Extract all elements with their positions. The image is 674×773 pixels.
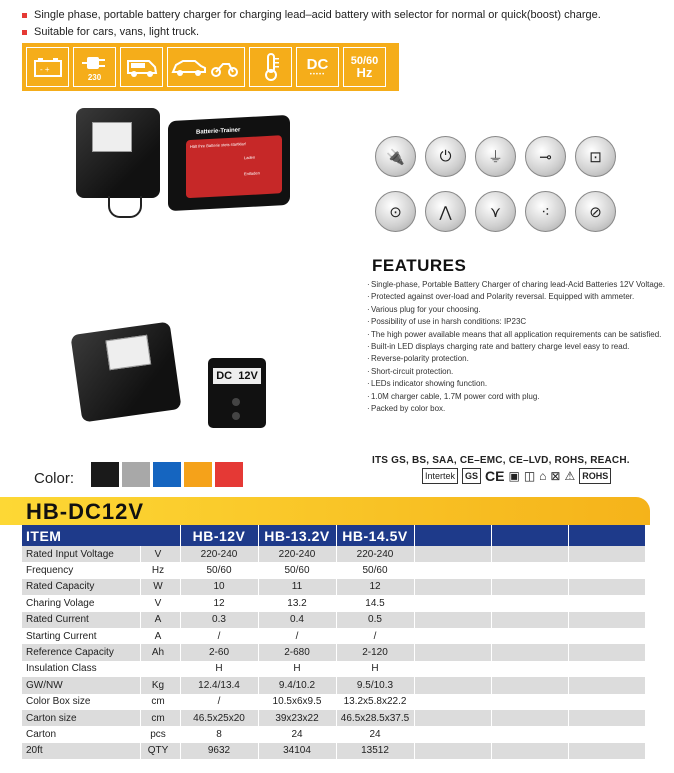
- feature-icon-strip: [22, 43, 399, 91]
- spec-value-cell: /: [180, 628, 258, 644]
- header-item: ITEM: [22, 525, 180, 546]
- spec-value-cell: 46.5x25x20: [180, 710, 258, 726]
- feature-item: · Reverse-polarity protection.: [367, 353, 667, 365]
- spec-blank-cell: [568, 694, 645, 710]
- spec-blank-cell: [414, 743, 491, 759]
- feature-item: · The high power available means that all application requirements can be satisfied.: [367, 329, 667, 341]
- trainer-entladen-label: Entladen: [244, 170, 260, 177]
- spec-blank-cell: [414, 710, 491, 726]
- spec-blank-cell: [491, 628, 568, 644]
- plug-voltage-icon: [73, 47, 116, 87]
- spec-name-cell: Rated Input Voltage: [22, 546, 140, 562]
- color-swatches: [91, 462, 243, 487]
- spec-blank-cell: [491, 677, 568, 693]
- spec-name-cell: Rated Current: [22, 612, 140, 628]
- spec-value-cell: 9632: [180, 743, 258, 759]
- adapter-cable: [108, 196, 142, 218]
- au-plug-icon: ⋀: [425, 191, 466, 232]
- cn-plug-icon: ⋎: [475, 191, 516, 232]
- clamp-plug-icon: 🔌: [375, 136, 416, 177]
- feature-item: · 1.0M charger cable, 1.7M power cord with plug.: [367, 391, 667, 403]
- feature-item: · Short-circuit protection.: [367, 366, 667, 378]
- spec-value-cell: 9.5/10.3: [336, 677, 414, 693]
- spec-value-cell: 10.5x6x9.5: [258, 694, 336, 710]
- spec-value-cell: 14.5: [336, 595, 414, 611]
- spec-value-cell: 0.3: [180, 612, 258, 628]
- model-title-bar: [0, 497, 650, 525]
- spec-blank-cell: [414, 612, 491, 628]
- car-motorbike-icon: [167, 47, 245, 87]
- color-swatch-blue: [153, 462, 181, 487]
- warning-mark-icon: ⚠: [564, 469, 576, 483]
- emc-mark-icon: ▣: [508, 469, 520, 483]
- hz-bottom: 60: [366, 55, 379, 67]
- spec-name-cell: Frequency: [22, 562, 140, 578]
- spec-blank-cell: [491, 595, 568, 611]
- uk-plug-icon: ⊡: [575, 136, 616, 177]
- spec-blank-cell: [568, 612, 645, 628]
- adapter-label: [92, 122, 132, 152]
- table-row: [22, 644, 645, 660]
- spec-value-cell: 13.2x5.8x22.2: [336, 694, 414, 710]
- schuko-plug-icon: ⊙: [375, 191, 416, 232]
- spec-blank-cell: [491, 579, 568, 595]
- header-model: HB-12V: [180, 525, 258, 546]
- spec-blank-cell: [414, 726, 491, 742]
- spec-table-header: [22, 525, 645, 546]
- spec-blank-cell: [568, 546, 645, 562]
- spec-value-cell: 9.4/10.2: [258, 677, 336, 693]
- table-row: [22, 710, 645, 726]
- spec-blank-cell: [568, 743, 645, 759]
- feature-item: · Possibility of use in harsh conditions: IP23C: [367, 316, 667, 328]
- spec-value-cell: 39x23x22: [258, 710, 336, 726]
- spec-value-cell: 220-240: [336, 546, 414, 562]
- plug-options-grid: [375, 136, 655, 232]
- bullet-row: [22, 24, 601, 41]
- adapter-label: [105, 335, 151, 371]
- spec-value-cell: 13.2: [258, 595, 336, 611]
- spec-value-cell: 10: [180, 579, 258, 595]
- spec-blank-cell: [491, 612, 568, 628]
- color-swatch-gray: [122, 462, 150, 487]
- dc-label: DC: [306, 55, 329, 73]
- spec-blank-cell: [568, 579, 645, 595]
- svg-text:- +: - +: [39, 65, 50, 74]
- spec-name-cell: Color Box size: [22, 694, 140, 710]
- spec-value-cell: /: [258, 628, 336, 644]
- spec-blank-cell: [491, 726, 568, 742]
- spec-blank-cell: [491, 743, 568, 759]
- bullet-square-icon: [22, 30, 27, 35]
- spec-value-cell: 0.5: [336, 612, 414, 628]
- spec-blank-cell: [414, 694, 491, 710]
- spec-name-cell: 20ft: [22, 743, 140, 759]
- spec-value-cell: 2-120: [336, 644, 414, 660]
- spec-blank-cell: [568, 726, 645, 742]
- header-blank: [491, 525, 568, 546]
- spec-blank-cell: [568, 628, 645, 644]
- spec-value-cell: 8: [180, 726, 258, 742]
- model-name: HB-DC12V: [26, 499, 145, 524]
- spec-blank-cell: [414, 595, 491, 611]
- spec-value-cell: 12.4/13.4: [180, 677, 258, 693]
- eu-flat-plug-icon: ⊘: [575, 191, 616, 232]
- spec-value-cell: 220-240: [258, 546, 336, 562]
- battery-icon: [26, 47, 69, 87]
- spec-blank-cell: [568, 661, 645, 677]
- spec-unit-cell: W: [140, 579, 180, 595]
- spec-blank-cell: [491, 562, 568, 578]
- spec-blank-cell: [414, 579, 491, 595]
- spec-blank-cell: [568, 562, 645, 578]
- spec-blank-cell: [414, 661, 491, 677]
- spec-value-cell: H: [258, 661, 336, 677]
- spec-value-cell: H: [180, 661, 258, 677]
- header-blank: [414, 525, 491, 546]
- spec-unit-cell: Kg: [140, 677, 180, 693]
- dc12v-label: DC 12V: [213, 368, 261, 384]
- us-plug-icon: ⏚: [475, 136, 516, 177]
- spec-name-cell: Reference Capacity: [22, 644, 140, 660]
- led-indicator-icon: [232, 398, 240, 406]
- spec-value-cell: 2-680: [258, 644, 336, 660]
- color-swatch-orange: [184, 462, 212, 487]
- spec-blank-cell: [414, 562, 491, 578]
- table-row: [22, 694, 645, 710]
- wall-adapter-image: [76, 108, 160, 198]
- spec-value-cell: 12: [336, 579, 414, 595]
- spec-value-cell: 50/60: [180, 562, 258, 578]
- spec-blank-cell: [491, 546, 568, 562]
- spec-value-cell: 50/60: [336, 562, 414, 578]
- features-list: [367, 279, 667, 415]
- spec-name-cell: Rated Capacity: [22, 579, 140, 595]
- certification-marks: [422, 468, 611, 484]
- table-row: [22, 562, 645, 578]
- spec-unit-cell: Hz: [140, 562, 180, 578]
- feature-item: · Protected against over-load and Polarity reversal. Equipped with ammeter.: [367, 291, 667, 303]
- intro-bullets: [22, 7, 601, 41]
- bin-mark-icon: ⊠: [550, 469, 561, 483]
- spec-value-cell: 46.5x28.5x37.5: [336, 710, 414, 726]
- spec-unit-cell: V: [140, 546, 180, 562]
- spec-value-cell: 50/60: [258, 562, 336, 578]
- spec-unit-cell: A: [140, 612, 180, 628]
- dc12v-charger-image: [208, 358, 266, 428]
- rohs-mark: ROHS: [579, 468, 611, 484]
- hz-top: 50: [350, 55, 363, 67]
- table-row: [22, 677, 645, 693]
- spec-unit-cell: A: [140, 628, 180, 644]
- spec-unit-cell: pcs: [140, 726, 180, 742]
- lvd-mark-icon: ◫: [523, 469, 536, 483]
- feature-item: · Single-phase, Portable Battery Charger of charing lead-Acid Batteries 12V Voltage.: [367, 279, 667, 291]
- spec-unit-cell: Ah: [140, 644, 180, 660]
- feature-item: · LEDs indicator showing function.: [367, 378, 667, 390]
- spec-unit-cell: cm: [140, 710, 180, 726]
- spec-blank-cell: [491, 694, 568, 710]
- color-label: Color:: [34, 470, 75, 487]
- certifications-title: ITS GS, BS, SAA, CE–EMC, CE–LVD, ROHS, REACH.: [372, 455, 630, 466]
- spec-unit-cell: V: [140, 595, 180, 611]
- table-row: [22, 612, 645, 628]
- voltage-label: 230: [87, 72, 102, 82]
- spec-value-cell: 24: [336, 726, 414, 742]
- spec-blank-cell: [491, 661, 568, 677]
- spec-name-cell: Carton: [22, 726, 140, 742]
- color-swatch-red: [215, 462, 243, 487]
- spec-blank-cell: [568, 677, 645, 693]
- spec-unit-cell: QTY: [140, 743, 180, 759]
- header-model: HB-13.2V: [258, 525, 336, 546]
- van-icon: [120, 47, 163, 87]
- bullet-text: Single phase, portable battery charger for charging lead–acid battery with selector for normal or quick(boost) charge.: [34, 9, 601, 21]
- frequency-icon: 50/60 Hz: [343, 47, 386, 87]
- color-swatch-black: [91, 462, 119, 487]
- spec-value-cell: /: [180, 694, 258, 710]
- trainer-panel: [186, 135, 282, 198]
- trainer-title: Batterie-Trainer: [196, 127, 241, 136]
- spec-blank-cell: [568, 595, 645, 611]
- bullet-row: [22, 7, 601, 24]
- table-row: [22, 661, 645, 677]
- spec-value-cell: /: [336, 628, 414, 644]
- table-row: [22, 628, 645, 644]
- gs-mark: GS: [462, 468, 481, 484]
- spec-name-cell: GW/NW: [22, 677, 140, 693]
- bullet-text: Suitable for cars, vans, light truck.: [34, 26, 200, 38]
- spec-value-cell: 34104: [258, 743, 336, 759]
- cigarette-plug-icon: ⏻: [425, 136, 466, 177]
- trainer-subtitle: Hält Ihre Batterie stets startklar!: [190, 141, 247, 150]
- hz-unit: Hz: [356, 65, 373, 80]
- spec-blank-cell: [491, 710, 568, 726]
- table-row: [22, 546, 645, 562]
- table-row: [22, 743, 645, 759]
- spec-value-cell: 11: [258, 579, 336, 595]
- spec-name-cell: Starting Current: [22, 628, 140, 644]
- intertek-mark: Intertek: [422, 468, 458, 484]
- header-blank: [568, 525, 645, 546]
- eu-plug-icon: ⊸: [525, 136, 566, 177]
- header-model: HB-14.5V: [336, 525, 414, 546]
- spec-blank-cell: [491, 644, 568, 660]
- spec-blank-cell: [568, 710, 645, 726]
- spec-value-cell: 0.4: [258, 612, 336, 628]
- spec-blank-cell: [568, 644, 645, 660]
- ce-mark: CE: [485, 468, 505, 484]
- spec-value-cell: 24: [258, 726, 336, 742]
- spec-value-cell: 12: [180, 595, 258, 611]
- dc-dots: •••••: [309, 71, 326, 78]
- bullet-square-icon: [22, 13, 27, 18]
- table-row: [22, 595, 645, 611]
- wall-adapter-image: [70, 321, 181, 422]
- spec-blank-cell: [414, 628, 491, 644]
- spec-blank-cell: [414, 677, 491, 693]
- spec-value-cell: 220-240: [180, 546, 258, 562]
- house-mark-icon: ⌂: [539, 469, 547, 483]
- led-indicator-icon: [232, 412, 240, 420]
- spec-blank-cell: [414, 644, 491, 660]
- spec-value-cell: 2-60: [180, 644, 258, 660]
- spec-table: [22, 525, 646, 759]
- spec-name-cell: Carton size: [22, 710, 140, 726]
- spec-unit-cell: [140, 661, 180, 677]
- spec-blank-cell: [414, 546, 491, 562]
- spec-value-cell: H: [336, 661, 414, 677]
- features-title: FEATURES: [372, 256, 467, 275]
- table-row: [22, 726, 645, 742]
- thermometer-icon: [249, 47, 292, 87]
- table-row: [22, 579, 645, 595]
- spec-name-cell: Charing Volage: [22, 595, 140, 611]
- feature-item: · Packed by color box.: [367, 403, 667, 415]
- spec-unit-cell: cm: [140, 694, 180, 710]
- trainer-laden-label: Laden: [244, 154, 256, 161]
- battery-trainer-image: [168, 115, 290, 211]
- dc-icon: [296, 47, 339, 87]
- feature-item: · Built-in LED displays charging rate and battery charge level easy to read.: [367, 341, 667, 353]
- spec-value-cell: 13512: [336, 743, 414, 759]
- in-plug-icon: ⁖: [525, 191, 566, 232]
- spec-name-cell: Insulation Class: [22, 661, 140, 677]
- feature-item: · Various plug for your choosing.: [367, 304, 667, 316]
